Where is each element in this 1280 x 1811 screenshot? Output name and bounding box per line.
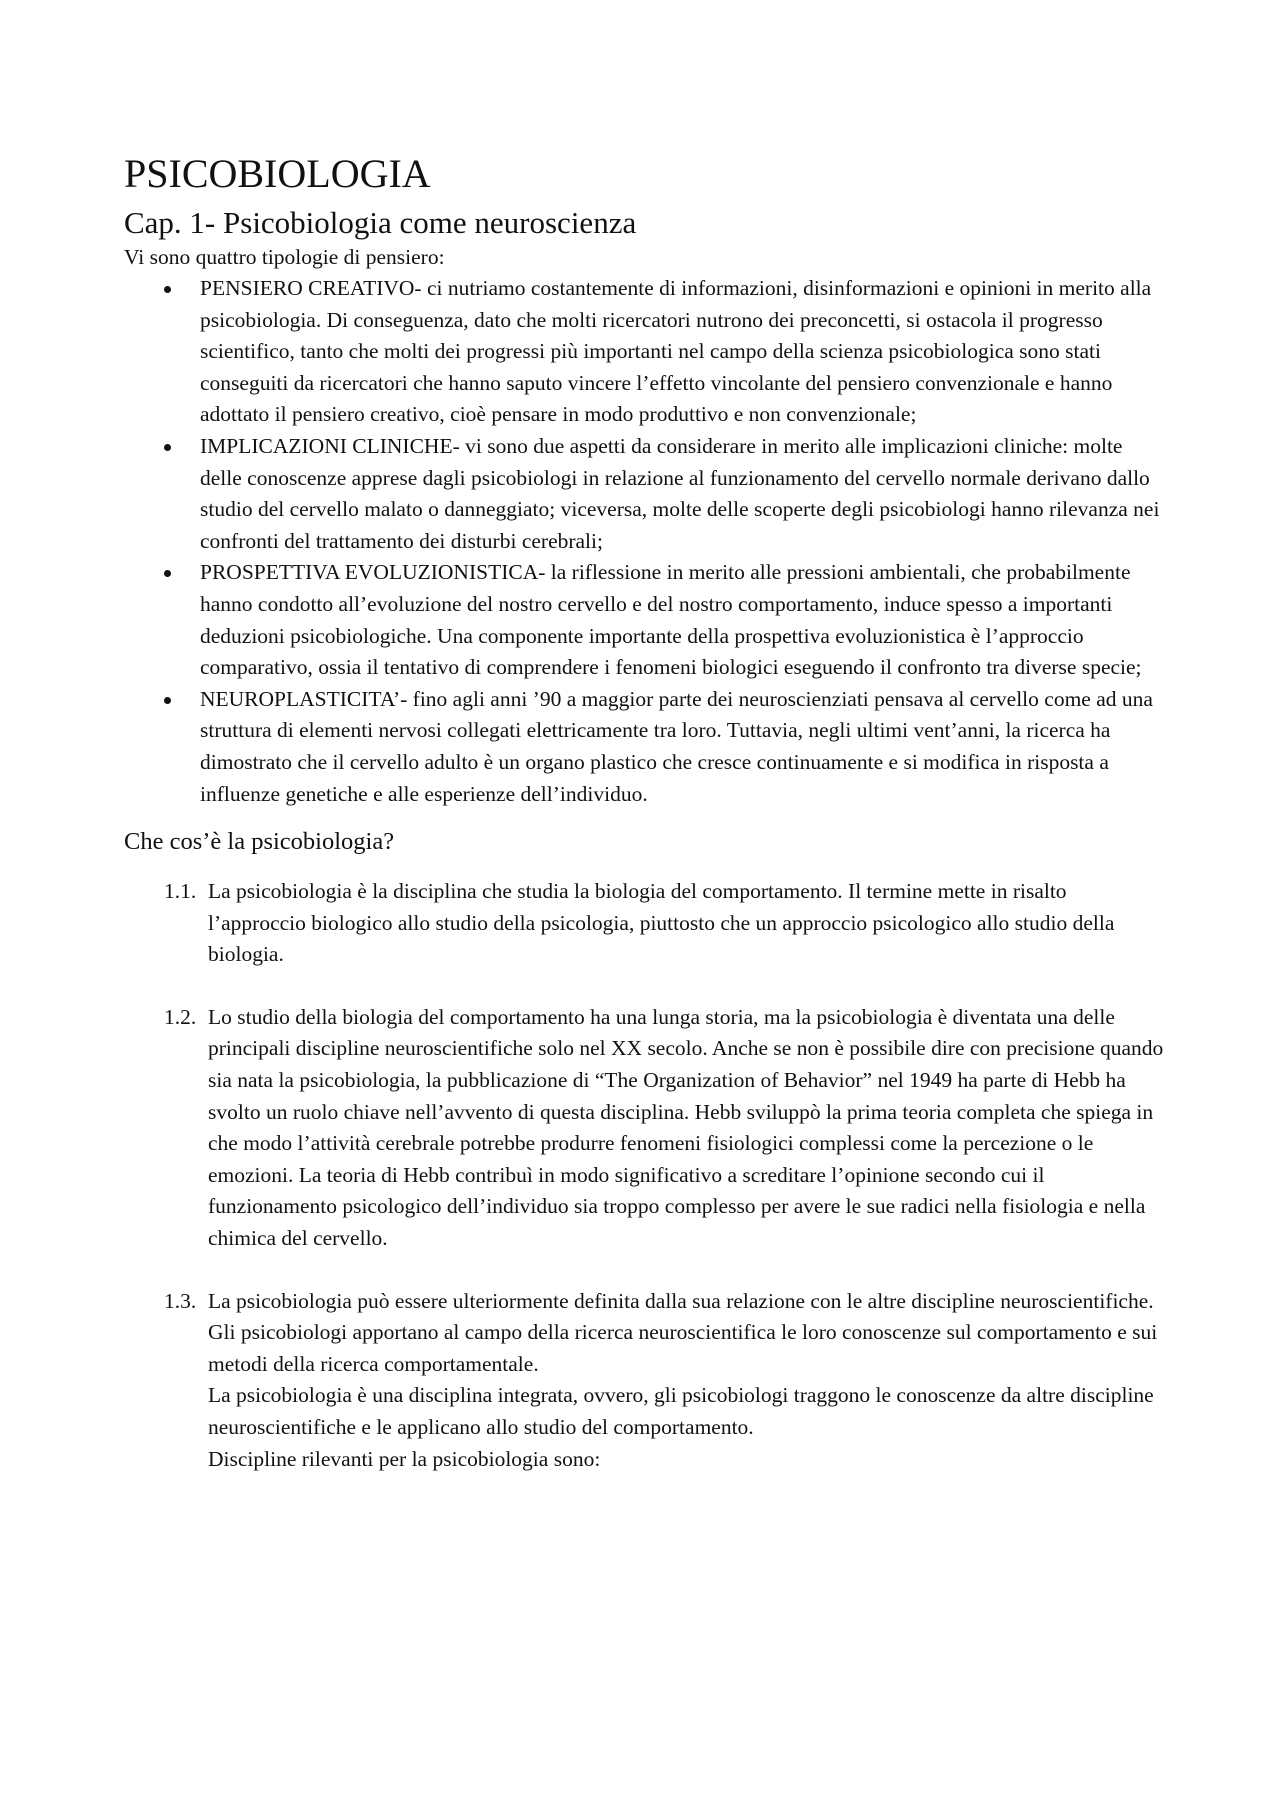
list-item xyxy=(124,557,1164,683)
chapter-title: Cap. 1- Psicobiologia come neuroscienza xyxy=(124,205,637,240)
document-title: PSICOBIOLOGIA xyxy=(124,151,431,196)
numbered-item xyxy=(124,1286,1164,1476)
list-item-text: PENSIERO CREATIVO- ci nutriamo costantemente di informazioni, disinformazioni e opinioni in merito alla psicobiologia. Di conseguenza, dato che molti ricercatori nutrono dei preconcetti, si ostacola il progresso scientifico, tanto che molti dei progressi più importanti nel campo della scienza psicobiologica sono stati conseguiti da ricercatori che hanno saputo vincere l’effetto vincolante del pensiero convenzionale e hanno adottato il pensiero creativo, cioè pensare in modo produttivo e non convenzionale; xyxy=(200,276,1152,427)
document-page xyxy=(124,150,1164,1506)
list-item-text: PROSPETTIVA EVOLUZIONISTICA- la riflessione in merito alle pressioni ambientali, che probabilmente hanno condotto all’evoluzione del nostro cervello e del nostro comportamento, induce spesso a importanti deduzioni psicobiologiche. Una componente importante della prospettiva evoluzionistica è l’approccio comparativo, ossia il tentativo di comprendere i fenomeni biologici eseguendo il confronto tra diverse specie; xyxy=(200,560,1142,680)
thinking-types-list xyxy=(124,273,1164,810)
item-number: 1.2. xyxy=(164,1004,197,1029)
list-item-text: NEUROPLASTICITA’- fino agli anni ’90 a maggior parte dei neuroscienziati pensava al cervello come ad una struttura di elementi nervosi collegati elettricamente tra loro. Tuttavia, negli ultimi vent’anni, la ricerca ha dimostrato che il cervello adulto è un organo plastico che cresce continuamente e si modifica in risposta a influenze genetiche e alle esperienze dell’individuo. xyxy=(200,686,1153,806)
numbered-list xyxy=(124,876,1164,1475)
numbered-item xyxy=(124,876,1164,971)
item-paragraph: La psicobiologia è una disciplina integrata, ovvero, gli psicobiologi traggono le conoscenze da altre discipline neuroscientifiche e le applicano allo studio del comportamento. xyxy=(208,1383,1154,1439)
bullet-icon xyxy=(164,286,171,293)
item-paragraph: Discipline rilevanti per la psicobiologia sono: xyxy=(208,1446,601,1471)
list-item xyxy=(124,431,1164,557)
bullet-icon xyxy=(164,697,171,704)
item-paragraph: La psicobiologia è la disciplina che studia la biologia del comportamento. Il termine mette in risalto l’approccio biologico allo studio della psicologia, piuttosto che un approccio psicologico allo studio della biologia. xyxy=(208,879,1115,967)
item-paragraph: La psicobiologia può essere ulteriormente definita dalla sua relazione con le altre discipline neuroscientifiche. Gli psicobiologi apportano al campo della ricerca neuroscientifica le loro conoscenze sul comportamento e sui metodi della ricerca comportamentale. xyxy=(208,1288,1158,1376)
bullet-icon xyxy=(164,570,171,577)
list-item xyxy=(124,684,1164,810)
item-paragraph: Lo studio della biologia del comportamento ha una lunga storia, ma la psicobiologia è diventata una delle principali discipline neuroscientifiche solo nel XX secolo. Anche se non è possibile dire con precisione quando sia nata la psicobiologia, la pubblicazione di “The Organization of Behavior” nel 1949 ha parte di Hebb ha svolto un ruolo chiave nell’avvento di questa disciplina. Hebb sviluppò la prima teoria completa che spiega in che modo l’attività cerebrale potrebbe produrre fenomeni fisiologici complessi come la percezione o le emozioni. La teoria di Hebb contribuì in modo significativo a screditare l’opinione secondo cui il funzionamento psicologico dell’individuo sia troppo complesso per avere le sue radici nella fisiologia e nella chimica del cervello. xyxy=(208,1004,1164,1251)
list-item xyxy=(124,273,1164,431)
list-item-text: IMPLICAZIONI CLINICHE- vi sono due aspetti da considerare in merito alle implicazioni cliniche: molte delle conoscenze apprese dagli psicobiologi in relazione al funzionamento del cervello normale derivano dallo studio del cervello malato o danneggiato; viceversa, molte delle scoperte degli psicobiologi hanno rilevanza nei confronti del trattamento dei disturbi cerebrali; xyxy=(200,433,1160,553)
intro-paragraph: Vi sono quattro tipologie di pensiero: xyxy=(124,245,445,269)
section-heading: Che cos’è la psicobiologia? xyxy=(124,828,395,856)
item-number: 1.3. xyxy=(164,1288,197,1313)
item-number: 1.1. xyxy=(164,879,197,904)
bullet-icon xyxy=(164,444,171,451)
numbered-item xyxy=(124,1002,1164,1255)
